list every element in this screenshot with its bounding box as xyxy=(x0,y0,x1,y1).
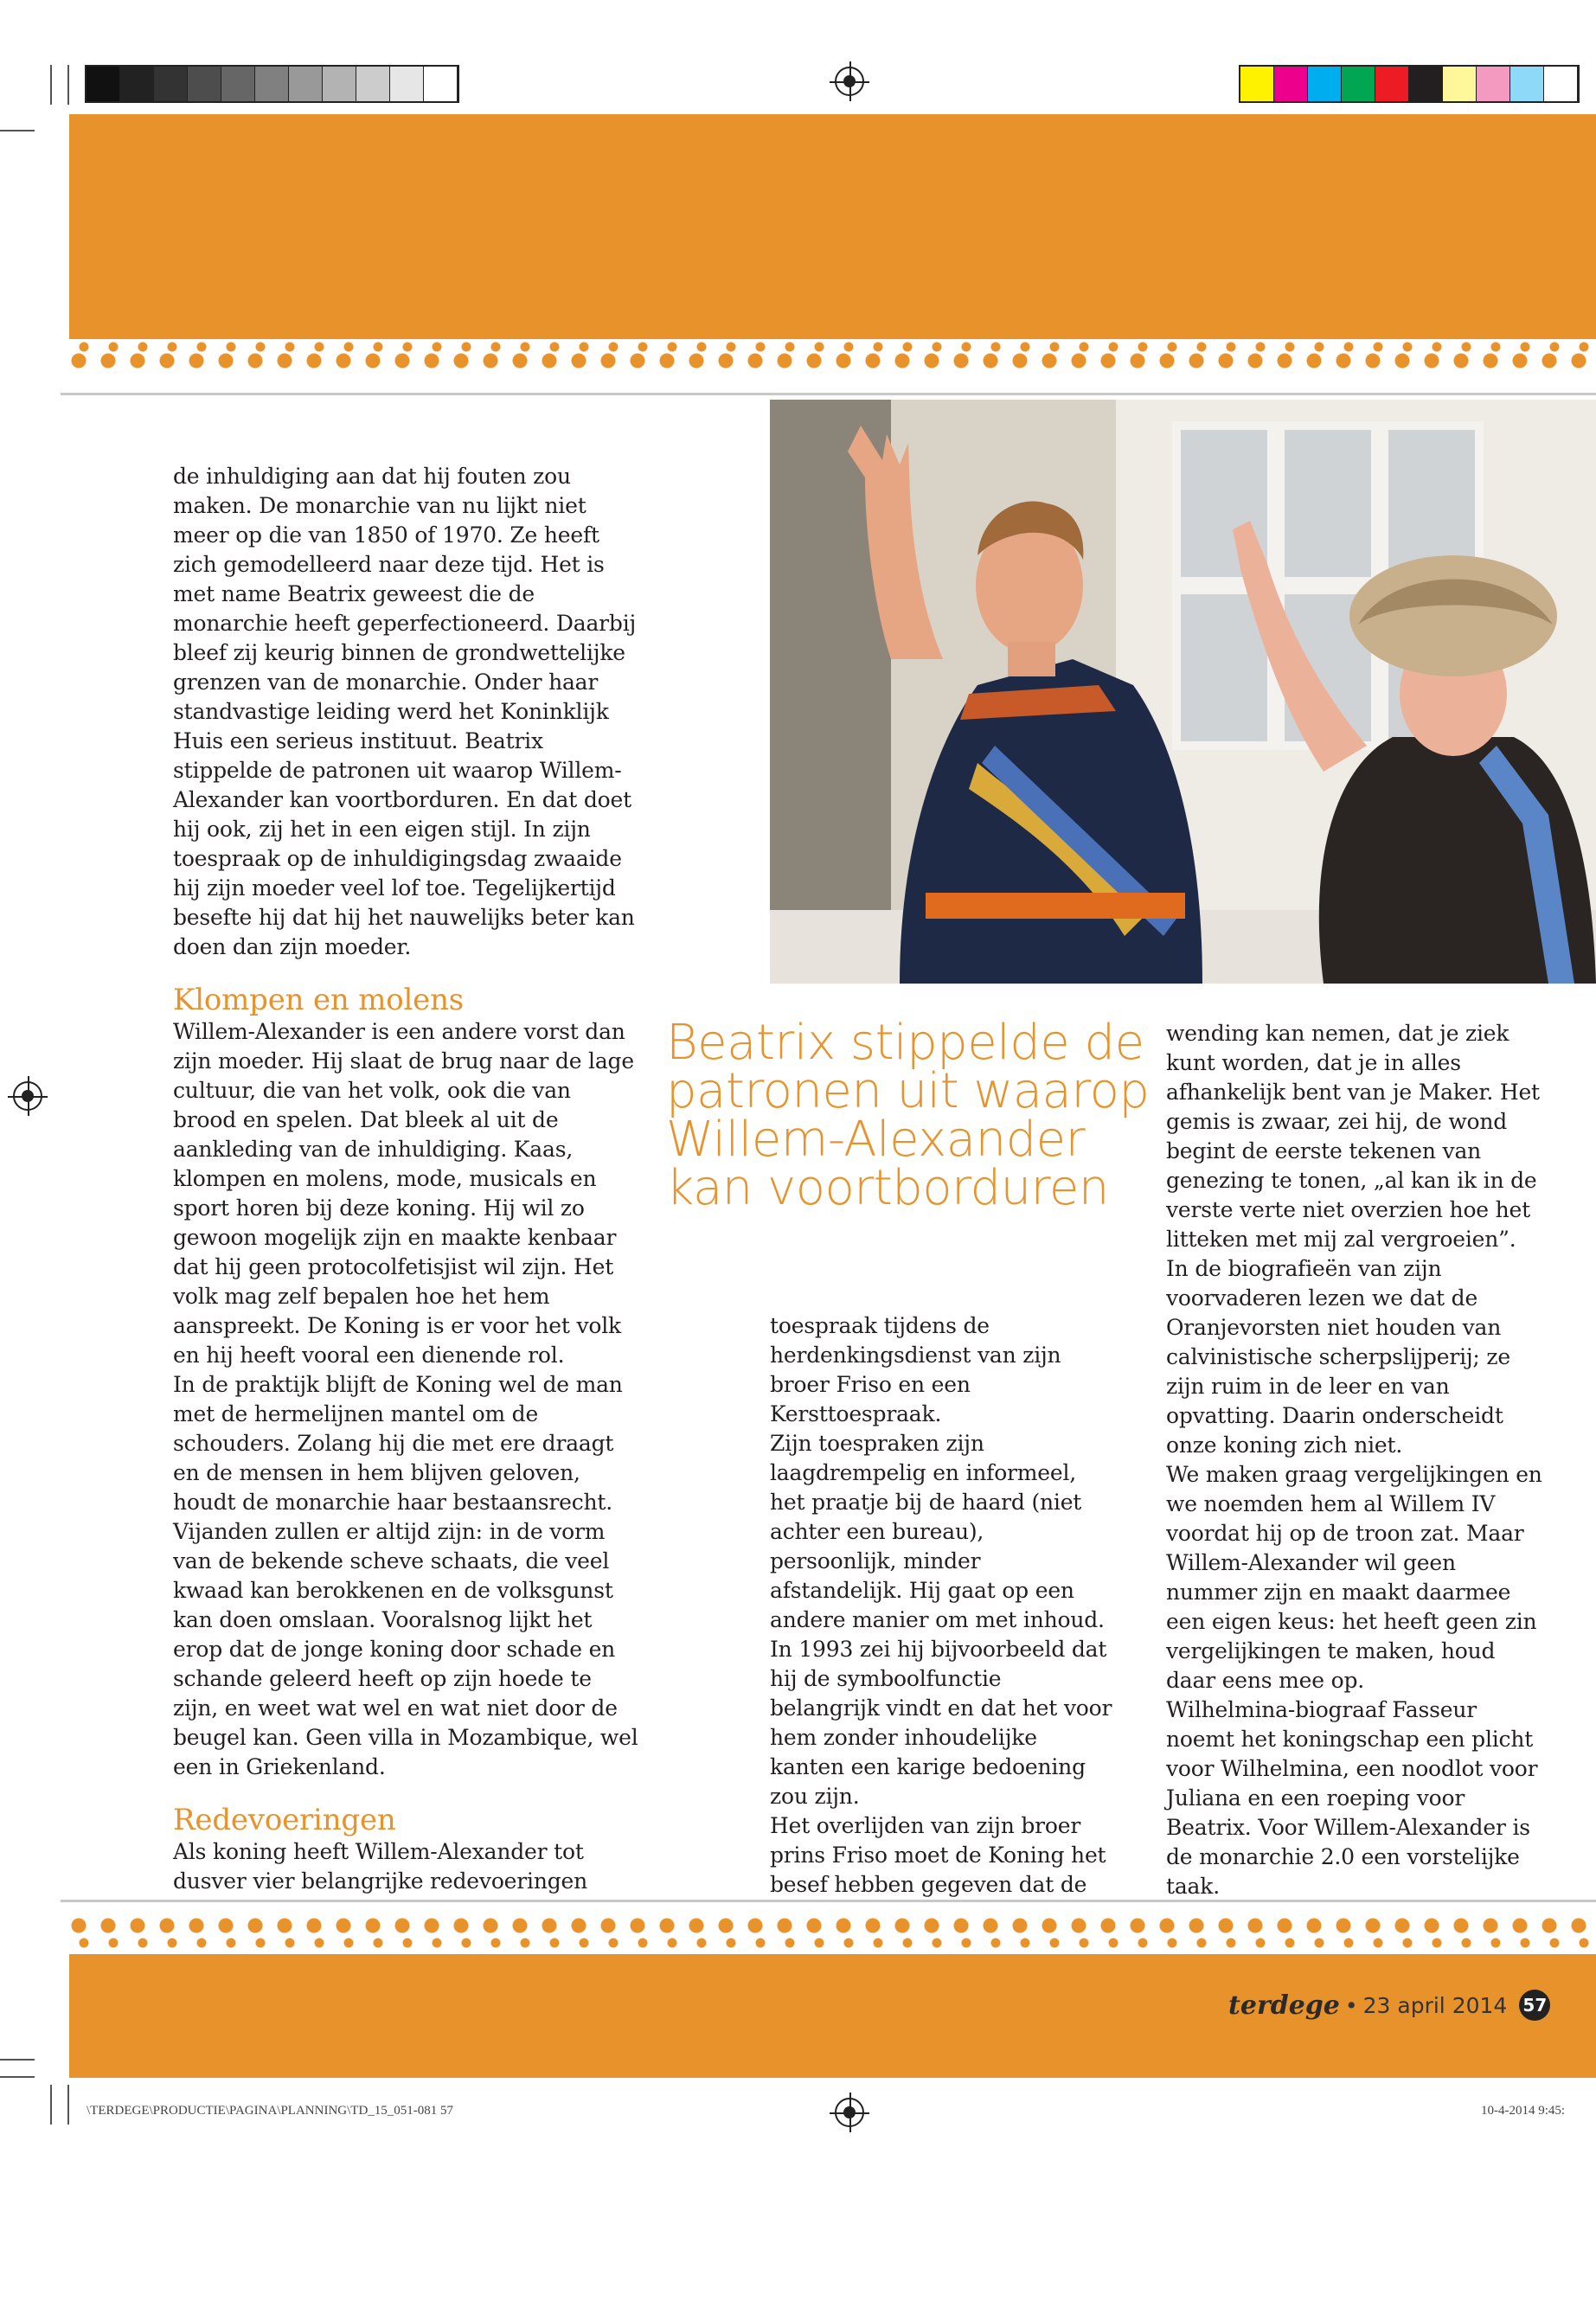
section-heading: Redevoeringen xyxy=(173,1803,396,1837)
crop-mark xyxy=(0,2059,35,2061)
paragraph: toespraak tijdens de herdenkingsdienst van zijn broer Friso en een Kersttoespraak. xyxy=(770,1313,1061,1426)
crop-mark xyxy=(0,130,35,131)
crop-mark xyxy=(0,2076,35,2078)
page-folio xyxy=(1228,1990,1550,2021)
crop-mark xyxy=(50,65,52,105)
paragraph: In de praktijk blijft de Koning wel de man met de hermelijnen mantel om de schouders. Zolang hij die met ere draagt en de mensen in hem blijven geloven, houdt de monarchie haar bestaansrecht. Vijanden zullen er altijd zijn: in de vorm van de bekende scheve schaats, die veel kwaad kan berokkenen en de volksgunst kan doen omslaan. Vooralsnog lijkt het erop dat de jonge koning door schade en schande geleerd heeft op zijn hoede te zijn, en weet wat wel en wat niet door de beugel kan. Geen villa in Mozambique, wel een in Griekenland. xyxy=(173,1372,638,1779)
magazine-logo: terdege xyxy=(1228,1990,1340,2021)
paragraph: Wilhelmina-biograaf Fasseur noemt het koningschap een plicht voor Wilhelmina, een noodlot voor Juliana en een roeping voor Beatrix. Voor Willem-Alexander is de monarchie 2.0 een vorstelijke taak. xyxy=(1166,1697,1538,1899)
pull-quote: Beatrix stippelde de patronen uit waarop Willem-Alexander kan voortborduren xyxy=(666,1015,1150,1216)
article-column-2 xyxy=(770,1311,1116,1988)
lace-border-top xyxy=(61,339,1596,395)
lace-border-bottom xyxy=(61,1900,1596,1954)
print-slug-timestamp: 10-4-2014 9:45: xyxy=(1481,2104,1566,2118)
registration-mark-icon xyxy=(835,67,864,96)
section-heading: Klompen en molens xyxy=(173,983,465,1017)
crop-mark xyxy=(67,2085,69,2125)
header-band xyxy=(69,114,1596,356)
paragraph: We maken graag vergelijkingen en we noemden hem al Willem IV voordat hij op de troon zat. Maar Willem-Alexander wil geen nummer zijn en maakt daarmee een eigen keus: het heeft geen zin vergelijkingen te maken, houd daar eens mee op. xyxy=(1166,1462,1542,1693)
paragraph: Als koning heeft Willem-Alexander tot dusver vier belangrijke redevoeringen xyxy=(173,1839,588,1894)
registration-mark-icon xyxy=(835,2098,864,2127)
paragraph: In de biografieën van zijn voorvaderen lezen we dat de Oranjevorsten niet houden van calvinistische scherpslijperij; ze zijn ruim in de leer en van opvatting. Daarin onderscheidt onze koning zich niet. xyxy=(1166,1256,1510,1458)
registration-mark-icon xyxy=(13,1081,42,1111)
article-column-1 xyxy=(173,462,640,1955)
gray-color-bar xyxy=(85,65,459,103)
crop-mark xyxy=(50,2085,52,2125)
issue-date: 23 april 2014 xyxy=(1362,1992,1508,2018)
paragraph: wending kan nemen, dat je ziek kunt worden, dat je in alles afhankelijk bent van je Maker. Het gemis is zwaar, zei hij, de wond begint de eerste tekenen van genezing te tonen, „al kan ik in de verste verte niet overzien hoe het litteken met mij zal vergroeien”. xyxy=(1166,1021,1540,1252)
print-slug-path: \TERDEGE\PRODUCTIE\PAGINA\PLANNING\TD_15_051-081 57 xyxy=(87,2104,454,2118)
paragraph: Zijn toespraken zijn laagdrempelig en informeel, het praatje bij de haard (niet achter een bureau), persoonlijk, minder afstandelijk. Hij gaat op een andere manier om met inhoud. In 1993 zei hij bijvoorbeeld dat hij de symboolfunctie belangrijk vindt en dat het voor hem zonder inhoudelijke kanten een karige bedoening zou zijn. xyxy=(770,1431,1112,1809)
article-column-3 xyxy=(1166,1019,1547,1901)
paragraph: Het overlijden van zijn broer prins Friso moet de Koning het besef hebben gegeven dat de xyxy=(770,1813,1106,1897)
royal-balcony-photo xyxy=(770,400,1596,984)
page-number: 57 xyxy=(1519,1990,1550,2021)
paragraph: Willem-Alexander is een andere vorst dan zijn moeder. Hij slaat de brug naar de lage cultuur, die van het volk, ook die van brood en spelen. Dat bleek al uit de aankleding van de inhuldiging. Kaas, klompen en molens, mode, musicals en sport horen bij deze koning. Hij wil zo gewoon mogelijk zijn en maakte kenbaar dat hij geen protocolfetisjist wil zijn. Het volk mag zelf bepalen hoe het hem aanspreekt. De Koning is er voor het volk en hij heeft vooral een dienende rol. xyxy=(173,1019,634,1368)
crop-mark xyxy=(67,65,69,105)
separator-dot: • xyxy=(1344,1992,1358,2018)
process-color-bar xyxy=(1239,65,1580,103)
intro-paragraph: de inhuldiging aan dat hij fouten zou maken. De monarchie van nu lijkt niet meer op die van 1850 of 1970. Ze heeft zich gemodelleerd naar deze tijd. Het is met name Beatrix geweest die de monarchie heeft geperfectioneerd. Daarbij bleef zij keurig binnen de grondwettelijke grenzen van de monarchie. Onder haar standvastige leiding werd het Koninklijk Huis een serieus instituut. Beatrix stippelde de patronen uit waarop Willem-Alexander kan voortborduren. En dat doet hij ook, zij het in een eigen stijl. In zijn toespraak op de inhuldigingsdag zwaaide hij zijn moeder veel lof toe. Tegelijkertijd besefte hij dat hij het nauwelijks beter kan doen dan zijn moeder. xyxy=(173,464,637,959)
